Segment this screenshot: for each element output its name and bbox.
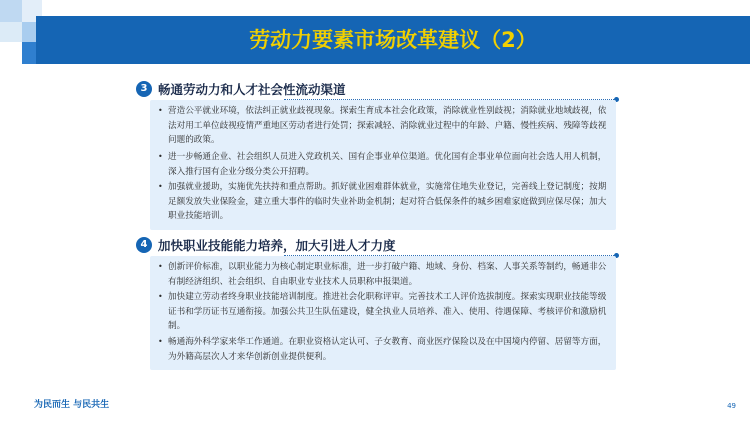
bullet-dot-icon: • <box>158 292 163 301</box>
bullet-text: 加强就业援助，实施优先扶持和重点帮助。抓好就业困难群体就业，实施常住地失业登记，完善线上登记制度；按期足额发放失业保险金，建立重大事件的临时失业补助金机制；起对符合低保条件的城乡困难家庭做到应保尽保；加大职业技能培训。 <box>168 182 607 221</box>
section-number-badge: 3 <box>136 81 152 97</box>
bullet-text: 进一步畅通企业、社会组织人员进入党政机关、国有企事业单位渠道。优化国有企事业单位面向社会选人用人机制，深入推行国有企业分级分类公开招聘。 <box>168 152 607 177</box>
bullet-dot-icon: • <box>158 152 163 161</box>
section-heading-text: 畅通劳动力和人才社会性流动渠道 <box>158 82 346 97</box>
bullet-dot-icon: • <box>158 262 163 271</box>
section-heading-text: 加快职业技能能力培养，加大引进人才力度 <box>158 238 396 253</box>
section-content-box <box>150 100 616 230</box>
section-heading-3 <box>136 80 630 100</box>
bullet-item <box>158 290 610 334</box>
section-number-badge: 4 <box>136 237 152 253</box>
bullet-text: 营造公平就业环境，依法纠正就业歧视现象。探索生育成本社会化政策，消除就业性别歧视；消除就业地域歧视，依法对用工单位歧视疫情严重地区劳动者进行处罚；探索减轻、消除就业过程中的年龄、户籍、慢性疾病、残障等歧视问题的政策。 <box>168 106 607 145</box>
bullet-item <box>158 335 610 364</box>
bullet-item <box>158 260 610 289</box>
decor-square <box>22 22 36 42</box>
bullet-item <box>158 104 610 148</box>
page-number: 49 <box>727 402 736 410</box>
bullet-dot-icon: • <box>158 182 163 191</box>
bullet-text: 畅通海外科学家来华工作通道。在职业资格认定认可、子女教育、商业医疗保险以及在中国境内停留、居留等方面，为外籍高层次人才来华创新创业提供便利。 <box>168 337 607 362</box>
bullet-dot-icon: • <box>158 337 163 346</box>
bullet-item <box>158 180 610 224</box>
decor-square <box>0 0 22 22</box>
section-heading-4 <box>136 236 630 256</box>
bullet-text: 加快建立劳动者终身职业技能培训制度。推进社会化职称评审。完善技术工人评价选拔制度。探索实现职业技能等级证书和学历证书互通衔接。加强公共卫生队伍建设，健全执业人员培养、准入、使用、待遇保障、考核评价和激励机制。 <box>168 292 607 331</box>
title-bar <box>36 16 750 64</box>
decor-square <box>0 22 22 42</box>
page-title: 劳动力要素市场改革建议（2） <box>249 28 537 52</box>
footer-slogan: 为民而生 与民共生 <box>34 400 110 410</box>
bullet-item <box>158 150 610 179</box>
decor-square <box>22 42 36 64</box>
bullet-text: 创新评价标准，以职业能力为核心制定职业标准，进一步打破户籍、地域、身份、档案、人事关系等制约，畅通非公有制经济组织、社会组织、自由职业专业技术人员职称申报渠道。 <box>168 262 607 287</box>
section-content-box <box>150 256 616 370</box>
bullet-dot-icon: • <box>158 106 163 115</box>
